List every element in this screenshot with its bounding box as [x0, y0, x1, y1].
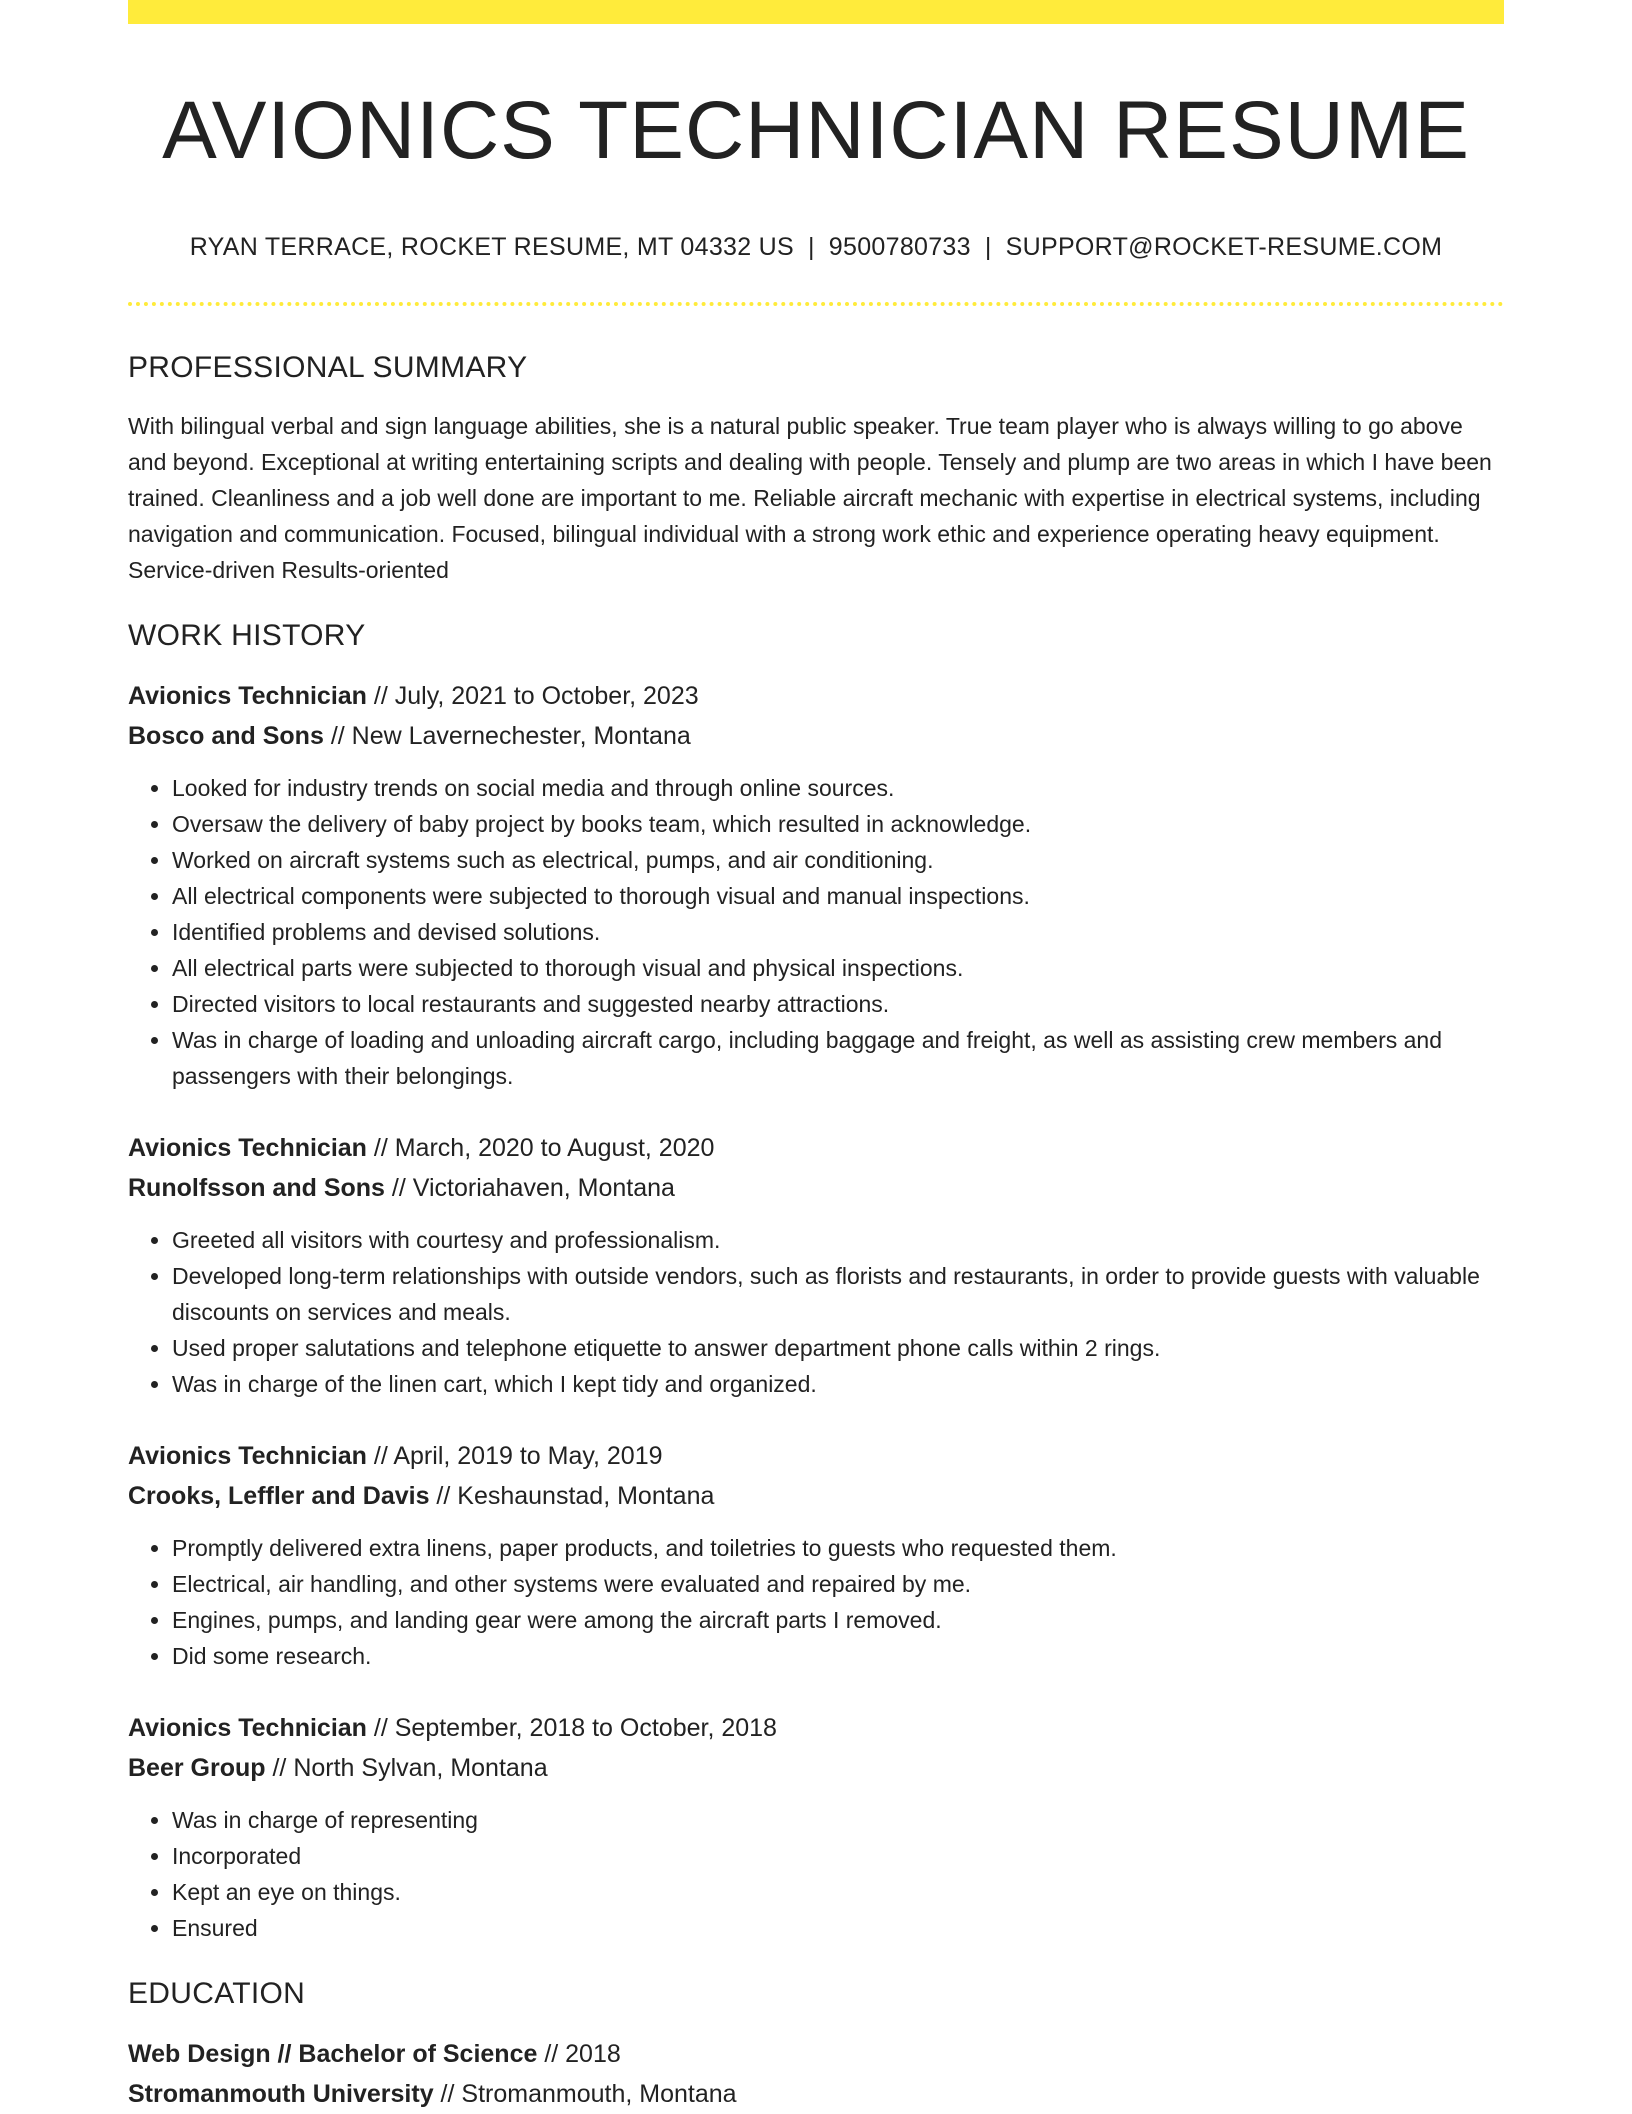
education-degree-line — [128, 2034, 1504, 2074]
list-item: • Electrical, air handling, and other systems were evaluated and repaired by me. — [172, 1566, 1504, 1602]
job-location: // Keshaunstad, Montana — [429, 1482, 715, 1511]
job-duties-list — [128, 1530, 1504, 1674]
job-dates: // April, 2019 to May, 2019 — [366, 1442, 663, 1471]
job-company: Beer Group — [128, 1754, 266, 1783]
job-duties-list — [128, 1802, 1504, 1946]
list-item: • Kept an eye on things. — [172, 1874, 1504, 1910]
list-item: • Directed visitors to local restaurants and suggested nearby attractions. — [172, 986, 1504, 1022]
job-role-line — [128, 676, 1504, 716]
job-dates: // September, 2018 to October, 2018 — [366, 1714, 777, 1743]
list-item: • Worked on aircraft systems such as electrical, pumps, and air conditioning. — [172, 842, 1504, 878]
top-accent-bar — [128, 0, 1504, 24]
education-entry — [128, 2034, 1504, 2114]
contact-line — [128, 232, 1504, 262]
job-role-line — [128, 1708, 1504, 1748]
job-entry — [128, 1436, 1504, 1674]
list-item: • Did some research. — [172, 1638, 1504, 1674]
work-history-heading: WORK HISTORY — [128, 619, 366, 653]
job-role: Avionics Technician — [128, 1134, 367, 1163]
resume-page — [128, 0, 1504, 2114]
list-item: • All electrical parts were subjected to thorough visual and physical inspections. — [172, 950, 1504, 986]
education-school-line — [128, 2074, 1504, 2114]
job-company: Crooks, Leffler and Davis — [128, 1482, 430, 1511]
job-entry — [128, 1128, 1504, 1402]
education-school: Stromanmouth University — [128, 2080, 434, 2109]
education-heading: EDUCATION — [128, 1977, 306, 2011]
job-company: Runolfsson and Sons — [128, 1174, 385, 1203]
list-item: • Looked for industry trends on social media and through online sources. — [172, 770, 1504, 806]
job-company-line — [128, 716, 1504, 756]
contact-address: RYAN TERRACE, ROCKET RESUME, MT 04332 US — [189, 233, 794, 262]
job-company: Bosco and Sons — [128, 722, 324, 751]
list-item: • Used proper salutations and telephone etiquette to answer department phone calls within 2 rings. — [172, 1330, 1504, 1366]
job-role: Avionics Technician — [128, 682, 367, 711]
dotted-divider — [128, 302, 1504, 306]
job-duties-list — [128, 1222, 1504, 1402]
job-dates: // July, 2021 to October, 2023 — [366, 682, 699, 711]
job-entry — [128, 1708, 1504, 1946]
job-location: // New Lavernechester, Montana — [323, 722, 691, 751]
job-role-line — [128, 1128, 1504, 1168]
job-entry — [128, 676, 1504, 1094]
job-company-line — [128, 1168, 1504, 1208]
education-degree: Web Design // Bachelor of Science — [128, 2040, 538, 2069]
job-role: Avionics Technician — [128, 1714, 367, 1743]
list-item: • Developed long-term relationships with outside vendors, such as florists and restaurants, in order to provide guests with valuable discounts on services and meals. — [172, 1258, 1504, 1330]
education-year: // 2018 — [537, 2040, 621, 2069]
education-location: // Stromanmouth, Montana — [433, 2080, 737, 2109]
contact-email: SUPPORT@ROCKET-RESUME.COM — [1005, 233, 1443, 262]
job-role: Avionics Technician — [128, 1442, 367, 1471]
list-item: • Engines, pumps, and landing gear were among the aircraft parts I removed. — [172, 1602, 1504, 1638]
job-role-line — [128, 1436, 1504, 1476]
job-location: // Victoriahaven, Montana — [384, 1174, 675, 1203]
job-company-line — [128, 1476, 1504, 1516]
list-item: • Identified problems and devised solutions. — [172, 914, 1504, 950]
list-item: • Greeted all visitors with courtesy and professionalism. — [172, 1222, 1504, 1258]
summary-text: With bilingual verbal and sign language abilities, she is a natural public speaker. True team player who is always willing to go above and beyond. Exceptional at writing entertaining scripts and dealing with people. Tensely and plump are two areas in which I have been trained. Cleanliness and a job well done are important to me. Reliable aircraft mechanic with expertise in electrical systems, including navigation and communication. Focused, bilingual individual with a strong work ethic and experience operating heavy equipment. Service-driven Results-oriented — [128, 413, 1492, 584]
list-item: • Was in charge of the linen cart, which I kept tidy and organized. — [172, 1366, 1504, 1402]
job-location: // North Sylvan, Montana — [265, 1754, 548, 1783]
list-item: • Promptly delivered extra linens, paper products, and toiletries to guests who requested them. — [172, 1530, 1504, 1566]
job-duties-list — [128, 770, 1504, 1094]
list-item: • Incorporated — [172, 1838, 1504, 1874]
contact-phone: 9500780733 — [828, 233, 971, 262]
job-dates: // March, 2020 to August, 2020 — [366, 1134, 715, 1163]
list-item: • Was in charge of loading and unloading aircraft cargo, including baggage and freight, as well as assisting crew members and passengers with their belongings. — [172, 1022, 1504, 1094]
list-item: • Ensured — [172, 1910, 1504, 1946]
list-item: • All electrical components were subjected to thorough visual and manual inspections. — [172, 878, 1504, 914]
job-company-line — [128, 1748, 1504, 1788]
list-item: • Was in charge of representing — [172, 1802, 1504, 1838]
list-item: • Oversaw the delivery of baby project by books team, which resulted in acknowledge. — [172, 806, 1504, 842]
contact-separator: | — [808, 233, 815, 262]
resume-title: AVIONICS TECHNICIAN RESUME — [162, 85, 1470, 176]
contact-separator: | — [984, 233, 992, 262]
summary-heading: PROFESSIONAL SUMMARY — [128, 351, 528, 385]
